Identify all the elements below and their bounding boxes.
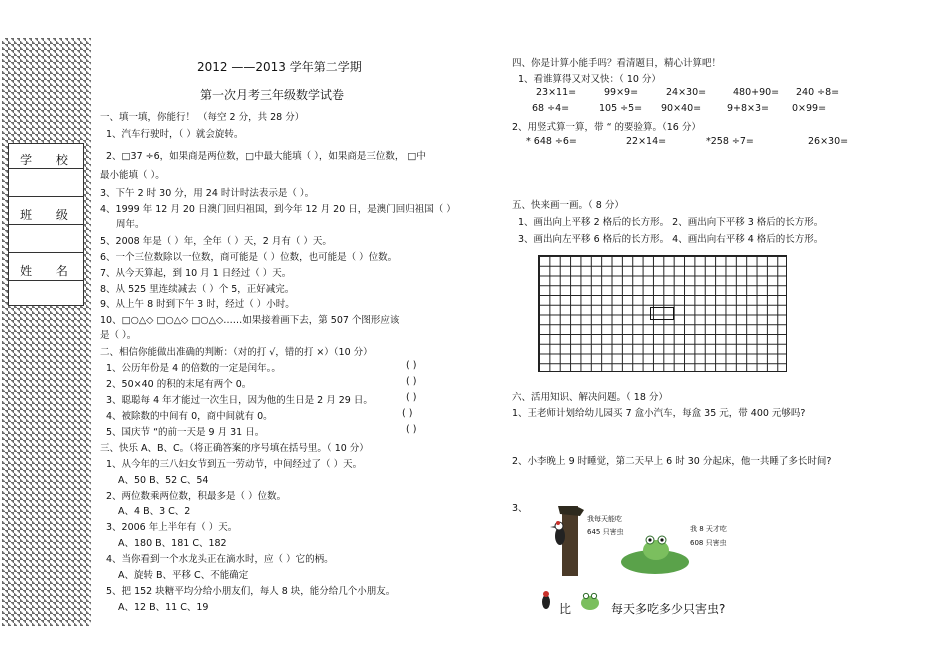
question-1-7: 7、从今天算起，到 10 月 1 日经过（ ）天。: [100, 268, 292, 279]
calc-item: 68 ÷4=: [532, 103, 570, 114]
woodpecker-speech-1: 我每天能吃: [587, 515, 622, 523]
tree-top: [558, 506, 584, 516]
frog-speech-1: 我 8 天才吃: [690, 525, 727, 533]
tree-trunk: [562, 506, 578, 576]
section-6-heading: 六、活用知识、解决问题。（ 18 分）: [512, 392, 668, 403]
problem-3: 3、: [512, 503, 528, 514]
choice-5-options: A、12 B、11 C、19: [118, 602, 209, 613]
question-1-9: 9、从上午 8 时到下午 3 时，经过（ ）小时。: [100, 299, 295, 310]
question-1-3: 3、下午 2 时 30 分，用 24 时计时法表示是（ ）。: [100, 188, 315, 199]
compare-question: 每天多吃多少只害虫?: [611, 602, 726, 616]
draw-instruction-2: 3、画出向左平移 6 格后的长方形。 4、画出向右平移 4 格后的长方形。: [518, 234, 824, 245]
choice-3: 3、2006 年上半年有（ ）天。: [106, 522, 238, 533]
question-1-10-cont: 是（ ）。: [100, 330, 137, 341]
section-3-heading: 三、快乐 A、B、C。（将正确答案的序号填在括号里。（ 10 分）: [100, 443, 369, 454]
vertical-calc-item: 22×14=: [626, 136, 667, 147]
calc-item: 90×40=: [661, 103, 702, 114]
question-1-5: 5、2008 年是（ ）年，全年（ ）天，2 月有（ ）天。: [100, 236, 332, 247]
woodpecker-frog-illustration: [540, 506, 740, 618]
question-1-10: 10、□○△◇ □○△◇ □○△◇……如果接着画下去，第 507 个图形应该: [100, 315, 400, 326]
compare-word: 比: [559, 602, 572, 616]
calc-instruction: 1、看谁算得又对又快：（ 10 分）: [518, 74, 661, 85]
calc-item: 105 ÷5=: [599, 103, 643, 114]
student-info-box: [8, 143, 84, 306]
exam-title: 第一次月考三年级数学试卷: [200, 88, 345, 102]
question-1-2-cont: 最小能填（ ）。: [100, 170, 165, 181]
question-1-1: 1、汽车行驶时，（ ）就会旋转。: [106, 129, 244, 140]
problem-1: 1、王老师计划给幼儿园买 7 盒小汽车，每盒 35 元，带 400 元够吗?: [512, 408, 806, 419]
divider: [9, 224, 83, 225]
judge-1-answer[interactable]: ( ): [406, 360, 417, 371]
judge-4-answer[interactable]: ( ): [402, 408, 413, 419]
woodpecker-speech-2: 645 只害虫: [587, 528, 624, 536]
choice-2: 2、两位数乘两位数，积最多是（ ）位数。: [106, 491, 287, 502]
section-5-heading: 五、快来画一画。（ 8 分）: [512, 200, 624, 211]
judge-1: 1、公历年份是 4 的倍数的一定是闰年。。: [106, 363, 281, 374]
decorative-border-strip: [2, 38, 91, 626]
vertical-calc-item: * 648 ÷6=: [526, 136, 577, 147]
question-1-6: 6、一个三位数除以一位数，商可能是（ ）位数，也可能是（ ）位数。: [100, 252, 398, 263]
choice-2-options: A、4 B、3 C、2: [118, 506, 191, 517]
judge-5-answer[interactable]: ( ): [406, 424, 417, 435]
draw-instruction-1: 1、画出向上平移 2 格后的长方形。 2、画出向下平移 3 格后的长方形。: [518, 217, 824, 228]
judge-3-answer[interactable]: ( ): [406, 392, 417, 403]
vertical-calc-item: *258 ÷7=: [706, 136, 754, 147]
question-1-4: 4、1999 年 12 月 20 日澳门回归祖国，到今年 12 月 20 日，是澳门回归祖国（ ）: [100, 204, 456, 215]
school-label: 学 校: [20, 153, 78, 167]
grid-rectangle: [650, 307, 674, 320]
divider: [9, 168, 83, 169]
choice-3-options: A、180 B、181 C、182: [118, 538, 227, 549]
calc-item: 240 ÷8=: [796, 87, 840, 98]
choice-5: 5、把 152 块糖平均分给小朋友们，每人 8 块，能分给几个小朋友。: [106, 586, 396, 597]
section-4-heading: 四、你是计算小能手吗？看清题目，精心计算吧！: [512, 58, 722, 69]
frog-speech-2: 608 只害虫: [690, 539, 727, 547]
calc-item: 480+90=: [733, 87, 780, 98]
class-field[interactable]: [9, 252, 83, 253]
calc-item: 99×9=: [604, 87, 639, 98]
section-1-heading: 一、填一填，你能行！ （每空 2 分，共 28 分）: [100, 112, 305, 123]
question-1-2: 2、□37 ÷6，如果商是两位数，□中最大能填（ ），如果商是三位数， □中: [106, 151, 426, 162]
section-2-heading: 二、相信你能做出准确的判断：（对的打 √，错的打 ×）（10 分）: [100, 347, 373, 358]
calc-item: 9+8×3=: [727, 103, 770, 114]
judge-2-answer[interactable]: ( ): [406, 376, 417, 387]
vertical-calc-instruction: 2、用竖式算一算，带 “ 的要验算。（16 分）: [512, 122, 701, 133]
choice-1-options: A、50 B、52 C、54: [118, 475, 209, 486]
vertical-calc-item: 26×30=: [808, 136, 849, 147]
question-1-4-cont: 周年。: [116, 219, 145, 230]
choice-4: 4、当你看到一个水龙头正在滴水时，应（ ）它的柄。: [106, 554, 334, 565]
exam-year-title: 2012 ——2013 学年第二学期: [197, 60, 362, 74]
problem-2: 2、小李晚上 9 时睡觉，第二天早上 6 时 30 分起床，他一共睡了多长时间?: [512, 456, 832, 467]
choice-4-options: A、旋转 B、平移 C、不能确定: [118, 570, 249, 581]
choice-1: 1、从今年的三八妇女节到五一劳动节，中间经过了（ ）天。: [106, 459, 363, 470]
calc-item: 24×30=: [666, 87, 707, 98]
judge-4: 4、被除数的中间有 0，商中间就有 0。: [106, 411, 273, 422]
question-1-8: 8、从 525 里连续减去（ ）个 5，正好减完。: [100, 284, 295, 295]
name-field[interactable]: [9, 280, 83, 281]
calc-item: 0×99=: [792, 103, 827, 114]
calc-item: 23×11=: [536, 87, 577, 98]
name-label: 姓 名: [20, 264, 78, 278]
judge-5: 5、国庆节 “的前一天是 9 月 31 日。: [106, 427, 265, 438]
school-field[interactable]: [9, 196, 83, 197]
judge-2: 2、50×40 的积的末尾有两个 0。: [106, 379, 252, 390]
class-label: 班 级: [20, 208, 78, 222]
judge-3: 3、聪聪每 4 年才能过一次生日，因为他的生日是 2 月 29 日。: [106, 395, 373, 406]
